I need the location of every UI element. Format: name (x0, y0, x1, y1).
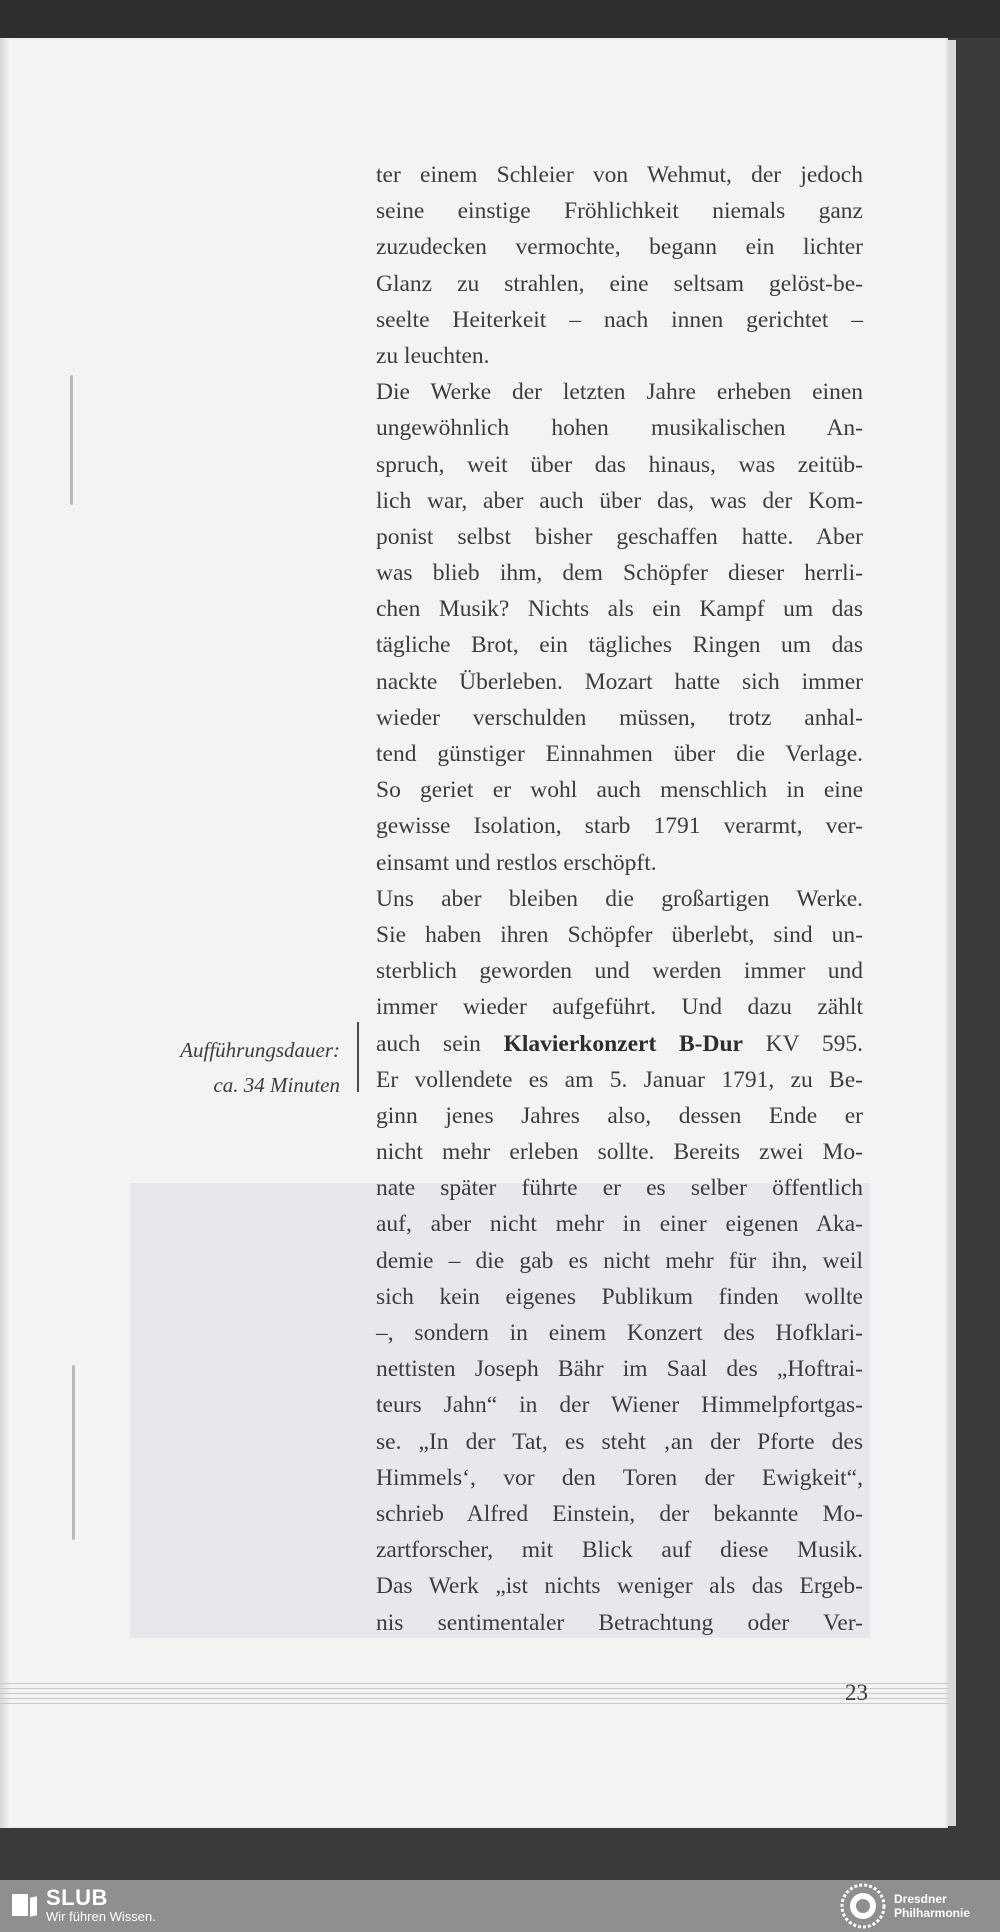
text-line-work-title (376, 1026, 863, 1062)
text-line: Die Werke der letzten Jahre erheben einen (376, 379, 863, 406)
duration-label: Aufführungsdauer: (180, 1038, 340, 1062)
text-line-prefix: auch sein (376, 1030, 504, 1057)
text-line: zartforscher, mit Blick auf diese Musik. (376, 1537, 863, 1564)
slub-name: SLUB (46, 1885, 108, 1910)
text-line: gewisse Isolation, starb 1791 verarmt, ver- (376, 813, 863, 840)
text-line: schrieb Alfred Einstein, der bekannte Mo- (376, 1500, 863, 1527)
text-line: nackte Überleben. Mozart hatte sich immer (376, 668, 863, 695)
text-line: einsamt und restlos erschöpft. (376, 849, 657, 876)
text-line: wieder verschulden müssen, trotz anhal- (376, 704, 863, 731)
performance-duration-note (130, 1033, 340, 1103)
text-line: se. „In der Tat, es steht ‚an der Pforte des (376, 1428, 863, 1455)
text-line: lich war, aber auch über das, was der Kom- (376, 487, 863, 514)
text-line: seine einstige Fröhlichkeit niemals ganz (376, 198, 863, 225)
text-line: sich kein eigenes Publikum finden wollte (376, 1283, 863, 1310)
philharmonie-line2: Philharmonie (894, 1906, 971, 1920)
text-line: Sie haben ihren Schöpfer überlebt, sind un- (376, 921, 863, 948)
philharmonie-wordmark (894, 1892, 970, 1920)
philharmonie-emblem-icon (840, 1883, 886, 1929)
text-line: ter einem Schleier von Wehmut, der jedoch (376, 162, 863, 188)
text-line: Das Werk „ist nichts weniger als das Ergeb- (376, 1573, 863, 1600)
philharmonie-line1: Dresdner (894, 1892, 947, 1906)
text-line: Er vollendete es am 5. Januar 1791, zu Be- (376, 1066, 863, 1093)
text-line: tägliche Brot, ein tägliches Ringen um das (376, 632, 863, 659)
page-binding (0, 38, 10, 1828)
text-line: Uns aber bleiben die großartigen Werke. (376, 885, 863, 912)
text-line: demie – die gab es nicht mehr für ihn, weil (376, 1247, 863, 1274)
text-line: So geriet er wohl auch menschlich in eine (376, 777, 863, 804)
text-line: zu leuchten. (376, 342, 490, 369)
text-line: nis sentimentaler Betrachtung oder Ver- (376, 1609, 863, 1636)
text-line: Himmels‘, vor den Toren der Ewigkeit“, (376, 1464, 863, 1491)
text-line: immer wieder aufgeführt. Und dazu zählt (376, 994, 863, 1021)
dresdner-philharmonie-logo-link[interactable] (840, 1884, 970, 1928)
margin-note-rule (357, 1022, 359, 1092)
text-line: zuzudecken vermochte, begann ein lichter (376, 234, 863, 261)
body-text (376, 157, 863, 1641)
text-line: ponist selbst bisher geschaffen hatte. Aber (376, 523, 863, 550)
page-edge (948, 40, 956, 1826)
text-line: chen Musik? Nichts als ein Kampf um das (376, 596, 863, 623)
text-line: –, sondern in einem Konzert des Hofklari- (376, 1320, 863, 1346)
page-number: 23 (845, 1680, 868, 1705)
slub-wordmark (46, 1887, 156, 1925)
work-catalogue-number: KV 595. (742, 1030, 863, 1057)
binding-stitch (70, 375, 73, 505)
text-line: Glanz zu strahlen, eine seltsam gelöst-be- (376, 270, 863, 297)
slub-tagline: Wir führen Wissen. (46, 1909, 156, 1924)
text-line: auf, aber nicht mehr in einer eigenen Aka- (376, 1211, 863, 1238)
text-line: nate später führte er es selber öffentlich (376, 1175, 863, 1202)
text-line: nettisten Joseph Bähr im Saal des „Hoftrai- (376, 1356, 863, 1383)
footer-rules (0, 1683, 948, 1713)
slub-logo-link[interactable] (12, 1884, 156, 1928)
slub-book-icon (12, 1892, 38, 1920)
text-line: ginn jenes Jahres also, dessen Ende er (376, 1102, 863, 1129)
text-line: teurs Jahn“ in der Wiener Himmelpfortgas- (376, 1392, 863, 1419)
scan-background-top (0, 0, 1000, 38)
text-line: nicht mehr erleben sollte. Bereits zwei Mo- (376, 1139, 863, 1166)
text-line: seelte Heiterkeit – nach innen gerichtet – (376, 306, 863, 333)
binding-stitch (72, 1365, 75, 1540)
text-line: tend günstiger Einnahmen über die Verlage. (376, 741, 863, 767)
text-line: spruch, weit über das hinaus, was zeitüb- (376, 451, 863, 478)
duration-value: ca. 34 Minuten (213, 1073, 340, 1097)
text-line: ungewöhnlich hohen musikalischen An- (376, 415, 863, 442)
work-title: Klavierkonzert B-Dur (503, 1030, 743, 1057)
text-line: sterblich geworden und werden immer und (376, 958, 863, 985)
text-line: was blieb ihm, dem Schöpfer dieser herrli- (376, 560, 863, 587)
